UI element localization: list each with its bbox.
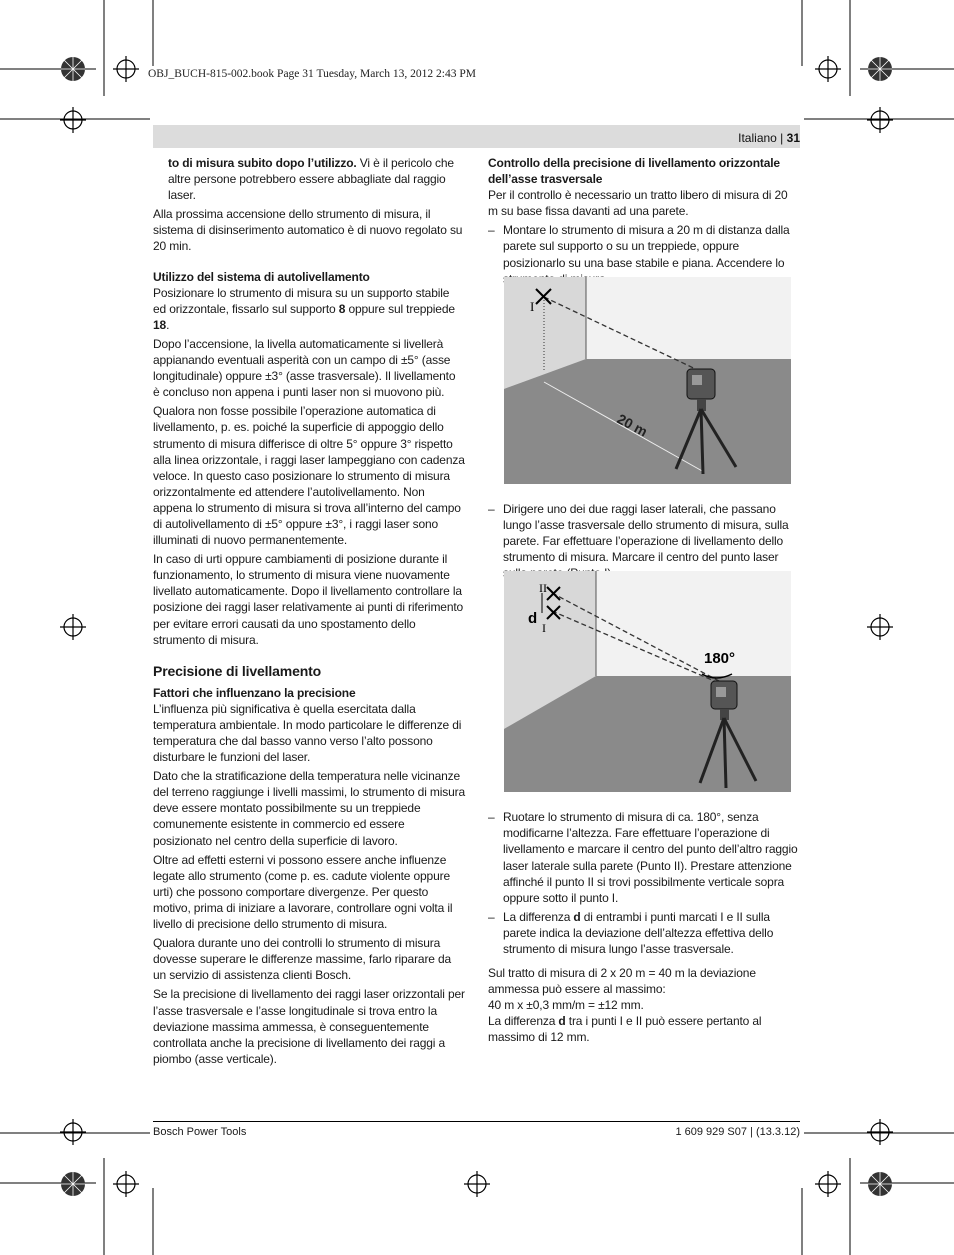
ref-number: 8 <box>338 301 346 316</box>
section-heading-autolevel: Utilizzo del sistema di autolivellamento <box>153 269 370 284</box>
paragraph: Qualora durante uno dei controlli lo strumento di misura dovesse superare le differenze massime, farlo riparare da un servizio di assistenza clienti Bosch. <box>153 936 452 983</box>
footer-rule <box>153 1121 800 1122</box>
paragraph: Oltre ad effetti esterni vi possono essere anche influenze legate allo strumento (come p. es. cadute violente oppure urti) che possono comportare divergenze. Per questo motivo, prima di iniziare a lavorare, controllare ogni volta il livello di precisione dello strumento di misura. <box>153 852 453 932</box>
text: oppure sul treppiede <box>345 301 455 316</box>
ref-number: 18 <box>153 317 167 332</box>
dash: – <box>488 810 495 825</box>
floor <box>504 359 791 484</box>
paragraph: In caso di urti oppure cambiamenti di posizione durante il funzionamento, lo strumento di misura viene nuovamente livellato automaticamente. Dopo il livellamento controllare la posizione dei raggi laser relativamente ai punti di riferimento per evitare errori causati da uno spostamento dello strumento di misura. <box>153 552 464 647</box>
warning-bold: to di misura subito dopo l’utilizzo. <box>168 156 357 170</box>
text: Posizionare lo strumento di misura su un supporto stabile ed orizzontale, fissarlo sul supporto <box>153 285 450 316</box>
text: La differenza <box>503 909 574 924</box>
list-text: Dirigere uno dei due raggi laser laterali, che passano lungo l’asse trasversale dello strumento di misura, sulla parete. Far effettuare l’operazione di livellamento dello strumento di misura. Marcare il centro del punto laser <box>503 501 789 565</box>
text: . <box>166 317 170 332</box>
paragraph <box>153 285 465 333</box>
figure-setup-20m <box>504 277 791 484</box>
paragraph: Sul tratto di misura di 2 x 20 m = 40 m la deviazione ammessa può essere al massimo: <box>488 966 756 997</box>
text: La differenza <box>488 1014 559 1029</box>
var-d: d <box>558 1014 566 1029</box>
paragraph: Alla prossima accensione dello strumento di misura, il sistema di disinserimento automatico è di nuovo regolato su 20 min. <box>153 207 463 254</box>
dash: – <box>488 501 495 516</box>
subheading-factors: Fattori che influenzano la precisione <box>153 685 356 700</box>
paragraph: L’influenza più significativa è quella esercitata dalla temperatura ambientale. In modo particolare le differenze di temperatura che dal basso vanno verso l’alto possono disturbare le funzioni del laser. <box>153 701 462 765</box>
header-language: Italiano <box>738 131 777 145</box>
paragraph: Dopo l’accensione, la livella automaticamente si livellerà appianando eventuali asperità con un campo di ±5° (asse longitudinale) oppure ±3° (asse trasversale). Il livellamento è concluso non appena i punti laser non si muovono più. <box>153 336 456 400</box>
list-item <box>488 809 800 906</box>
header-separator: | <box>776 131 787 145</box>
dash: – <box>488 223 495 238</box>
print-slug: OBJ_BUCH-815-002.book Page 31 Tuesday, March 13, 2012 2:43 PM <box>148 68 476 80</box>
list-item <box>488 501 800 581</box>
label-d: d <box>528 610 538 627</box>
back-wall <box>586 277 791 359</box>
formula: 40 m x ±0,3 mm/m = ±12 mm. <box>488 998 644 1013</box>
label-angle: 180° <box>704 650 736 667</box>
text: tra i punti I e II può essere pertanto al massimo di 12 mm. <box>488 1014 762 1045</box>
back-wall <box>596 571 791 676</box>
page-header-bar <box>153 125 800 148</box>
var-d: d <box>573 909 581 924</box>
list-text: Montare lo strumento di misura a 20 m di distanza dalla parete sul supporto o su un treppiede, oppure posizionarlo su una base stabile e piana. Accendere lo <box>503 223 790 270</box>
list-text <box>503 909 800 957</box>
left-column <box>153 155 465 1070</box>
label-distance: 20 m <box>614 410 651 440</box>
dash: – <box>488 909 495 924</box>
paragraph: Se la precisione di livellamento dei raggi laser orizzontali per l’asse trasversale e l’asse longitudinale si trova entro la deviazione massima ammessa, è conseguentemente controllata anche la precisione di livellamento dei raggi a piombo (asse verticale). <box>153 987 465 1066</box>
page-number: 31 <box>786 131 800 145</box>
label-point-I: I <box>542 621 546 635</box>
footer-brand: Bosch Power Tools <box>153 1126 247 1138</box>
warning-rest: Vi è il pericolo che altre persone potrebbero essere abbagliate dal raggio laser. <box>168 156 454 203</box>
paragraph <box>488 1013 800 1045</box>
list-item <box>488 909 800 957</box>
footer-docnumber: 1 609 929 S07 | (13.3.12) <box>675 1126 800 1138</box>
page-header <box>738 131 800 145</box>
list-text: Ruotare lo strumento di misura di ca. 180°, senza modificarne l’altezza. Fare effettuare l’operazione di livellamento e marcare il centro del punto dell’altro raggio laser laterale sulla parete (Punto II). Prestare attenzione affinché il punto II si trovi possibilmente verticale sopra oppure sotto il punto I. <box>503 810 798 905</box>
label-point-II: II <box>539 581 547 595</box>
label-point-I: I <box>530 299 535 314</box>
text: di entrambi i punti marcati I e II sulla parete indica la deviazione dell’altezza effettiva dello strumento di misura lungo l’asse trasversale. <box>503 909 774 956</box>
paragraph-warning <box>153 155 465 203</box>
figure-rotate-180 <box>504 571 791 792</box>
paragraph: Dato che la stratificazione della temperatura nelle vicinanze del terreno raggiunge i livelli massimi, lo strumento di misura deve essere montato possibilmente su un treppiede comunemente esistente in commercio ed essere posizionato nel centro della superficie di lavoro. <box>153 769 466 848</box>
paragraph: Per il controllo è necessario un tratto libero di misura di 20 m su base fissa davanti ad una parete. <box>488 188 788 219</box>
paragraph: Qualora non fosse possibile l’operazione automatica di livellamento, p. es. poiché la superficie di appoggio dello strumento di misura differisce di oltre 5° oppure 3° rispetto alla linea orizzontale, i raggi laser lampeggiano con cadenza veloce. In questo caso posizionare lo strumento di misura orizzontalmente ed attendere l’autolivellamento. Non appena lo strumento di misura si trova all’interno del campo di autolivellamento di ±5° oppure ±3°, i raggi laser sono illuminati di nuovo permanentemente. <box>153 404 465 548</box>
section-heading-control: Controllo della precisione di livellamento orizzontale dell’asse trasversale <box>488 156 780 187</box>
section-heading-precision: Precisione di livellamento <box>153 662 322 679</box>
